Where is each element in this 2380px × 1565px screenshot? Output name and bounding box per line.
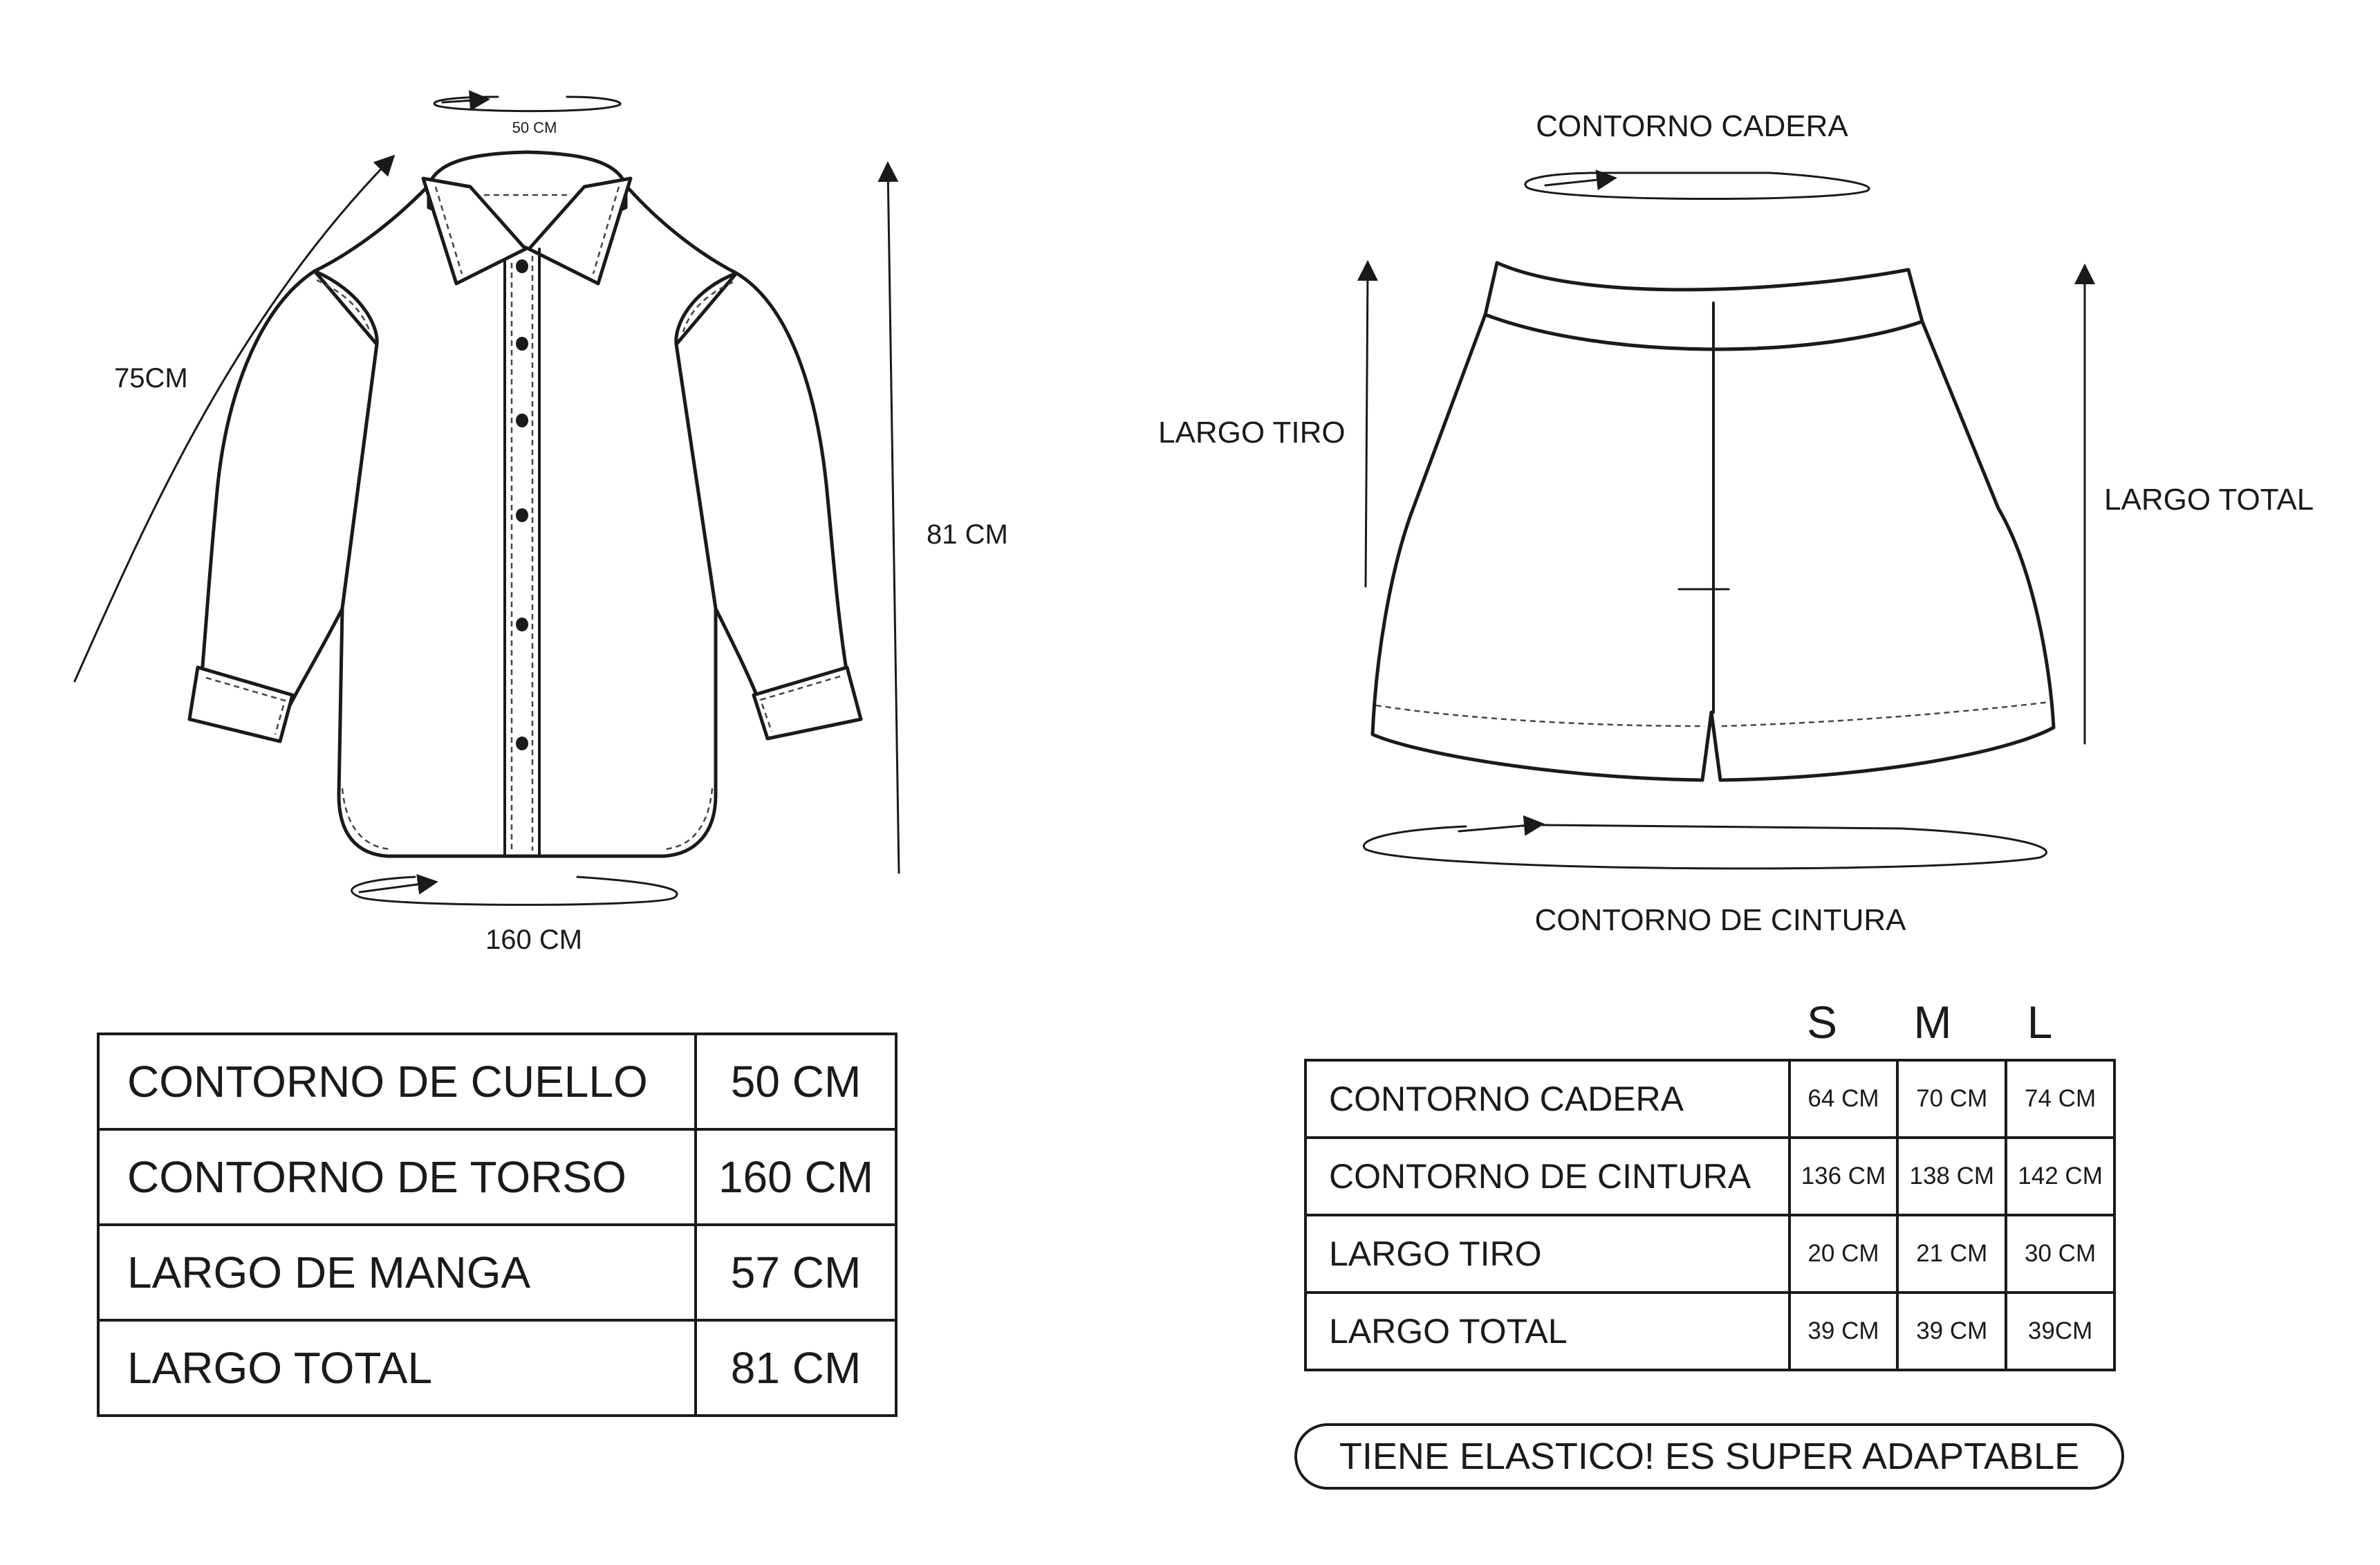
- elastic-note: [1294, 1423, 2124, 1490]
- row-value-m: 21 CM: [1897, 1215, 2006, 1293]
- row-label: LARGO TOTAL: [98, 1320, 696, 1416]
- row-value-s: 64 CM: [1789, 1060, 1898, 1138]
- neck-measure: [434, 97, 620, 136]
- row-label: CONTORNO CADERA: [1305, 1060, 1789, 1138]
- row-label: LARGO TOTAL: [1305, 1293, 1789, 1370]
- row-value-s: 136 CM: [1789, 1138, 1898, 1215]
- table-row: [98, 1129, 896, 1225]
- row-value-m: 70 CM: [1897, 1060, 2006, 1138]
- table-row: [1305, 1060, 2114, 1138]
- hip-label: CONTORNO CADERA: [1536, 109, 1848, 143]
- rise-label: LARGO TIRO: [1158, 416, 1346, 450]
- hip-measure: [1525, 109, 1869, 199]
- row-value-l: 74 CM: [2006, 1060, 2114, 1138]
- row-label: LARGO TIRO: [1305, 1215, 1789, 1293]
- shirt-length-label: 81 CM: [927, 519, 1008, 550]
- row-label: CONTORNO DE CUELLO: [98, 1034, 696, 1129]
- table-row: [1305, 1293, 2114, 1370]
- row-label: CONTORNO DE TORSO: [98, 1129, 696, 1225]
- row-value: 81 CM: [696, 1320, 896, 1416]
- table-row: [98, 1225, 896, 1320]
- sleeve-label: 75CM: [114, 363, 188, 393]
- shirt-length-measure: [888, 167, 1008, 873]
- row-value-m: 39 CM: [1897, 1293, 2006, 1370]
- neck-label: 50 CM: [512, 119, 557, 136]
- waist-label: CONTORNO DE CINTURA: [1534, 903, 1906, 937]
- row-value-s: 39 CM: [1789, 1293, 1898, 1370]
- table-row: [98, 1320, 896, 1416]
- row-label: LARGO DE MANGA: [98, 1225, 696, 1320]
- shorts-length-measure: [2085, 270, 2314, 743]
- row-value: 57 CM: [696, 1225, 896, 1320]
- shirt-size-table: [97, 1032, 898, 1417]
- table-row: [1305, 1215, 2114, 1293]
- table-row: [98, 1034, 896, 1129]
- table-row: [1305, 1138, 2114, 1215]
- row-value: 50 CM: [696, 1034, 896, 1129]
- shirt-illustration: [189, 152, 861, 856]
- size-header-m: M: [1913, 997, 1952, 1048]
- size-header-l: L: [2027, 997, 2053, 1048]
- row-value-m: 138 CM: [1897, 1138, 2006, 1215]
- size-header-s: S: [1806, 997, 1838, 1048]
- row-value-l: 142 CM: [2006, 1138, 2114, 1215]
- row-value-l: 30 CM: [2006, 1215, 2114, 1293]
- waist-measure: [1364, 824, 2046, 937]
- row-value-l: 39CM: [2006, 1293, 2114, 1370]
- elastic-note-text: TIENE ELASTICO! ES SUPER ADAPTABLE: [1339, 1436, 2080, 1477]
- shorts-length-label: LARGO TOTAL: [2104, 483, 2314, 517]
- shorts-illustration: [1373, 263, 2054, 780]
- torso-measure: [352, 877, 677, 955]
- row-label: CONTORNO DE CINTURA: [1305, 1138, 1789, 1215]
- torso-label: 160 CM: [485, 925, 583, 955]
- row-value: 160 CM: [696, 1129, 896, 1225]
- shorts-size-table: [1304, 1059, 2116, 1371]
- row-value-s: 20 CM: [1789, 1215, 1898, 1293]
- rise-measure: [1158, 266, 1368, 586]
